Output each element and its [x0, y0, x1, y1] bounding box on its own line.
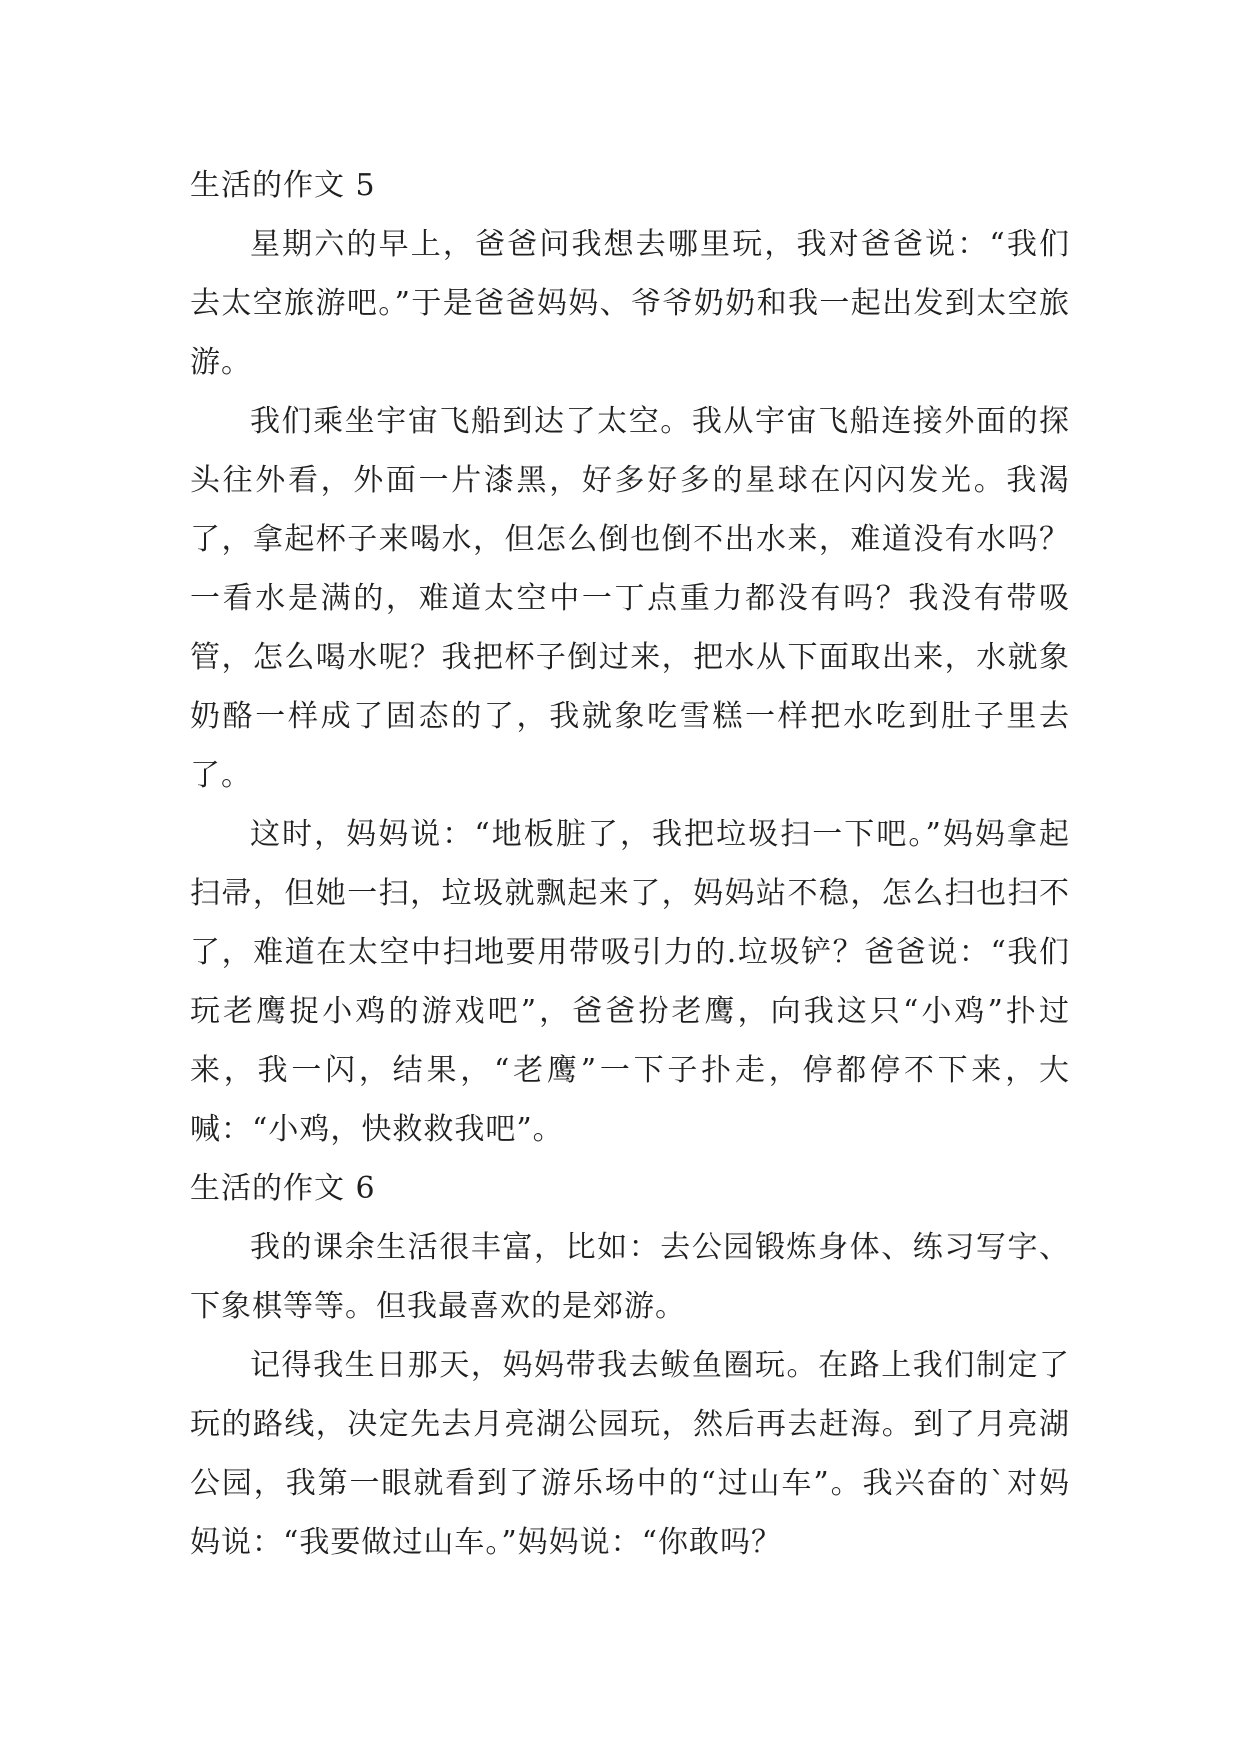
- paragraph: 我们乘坐宇宙飞船到达了太空。我从宇宙飞船连接外面的探头往外看，外面一片漆黑，好多好多的星球在闪闪发光。我渴了，拿起杯子来喝水，但怎么倒也倒不出水来，难道没有水吗？一看水是满的，难道太空中一丁点重力都没有吗？我没有带吸管，怎么喝水呢？我把杯子倒过来，把水从下面取出来，水就象奶酪一样成了固态的了，我就象吃雪糕一样把水吃到肚子里去了。: [190, 404, 1070, 793]
- paragraph: 这时，妈妈说：“地板脏了，我把垃圾扫一下吧。”妈妈拿起扫帚，但她一扫，垃圾就飘起来了，妈妈站不稳，怎么扫也扫不了，难道在太空中扫地要用带吸引力的.垃圾铲？爸爸说：“我们玩老鹰捉小鸡的游戏吧”，爸爸扮老鹰，向我这只“小鸡”扑过来，我一闪，结果，“老鹰”一下子扑走，停都停不下来，大喊：“小鸡，快救救我吧”。: [190, 817, 1070, 1147]
- paragraph: 记得我生日那天，妈妈带我去鲅鱼圈玩。在路上我们制定了玩的路线，决定先去月亮湖公园玩，然后再去赶海。到了月亮湖公园，我第一眼就看到了游乐场中的“过山车”。我兴奋的`对妈妈说：“我要做过山车。”妈妈说：“你敢吗？: [190, 1348, 1070, 1560]
- paragraph: 星期六的早上，爸爸问我想去哪里玩，我对爸爸说：“我们去太空旅游吧。”于是爸爸妈妈、爷爷奶奶和我一起出发到太空旅游。: [190, 227, 1070, 380]
- section-heading-5: 生活的作文 5: [190, 168, 376, 203]
- section-heading-6: 生活的作文 6: [190, 1171, 376, 1206]
- paragraph: 我的课余生活很丰富，比如：去公园锻炼身体、练习写字、下象棋等等。但我最喜欢的是郊游。: [190, 1230, 1070, 1324]
- document-body: [190, 156, 1070, 1572]
